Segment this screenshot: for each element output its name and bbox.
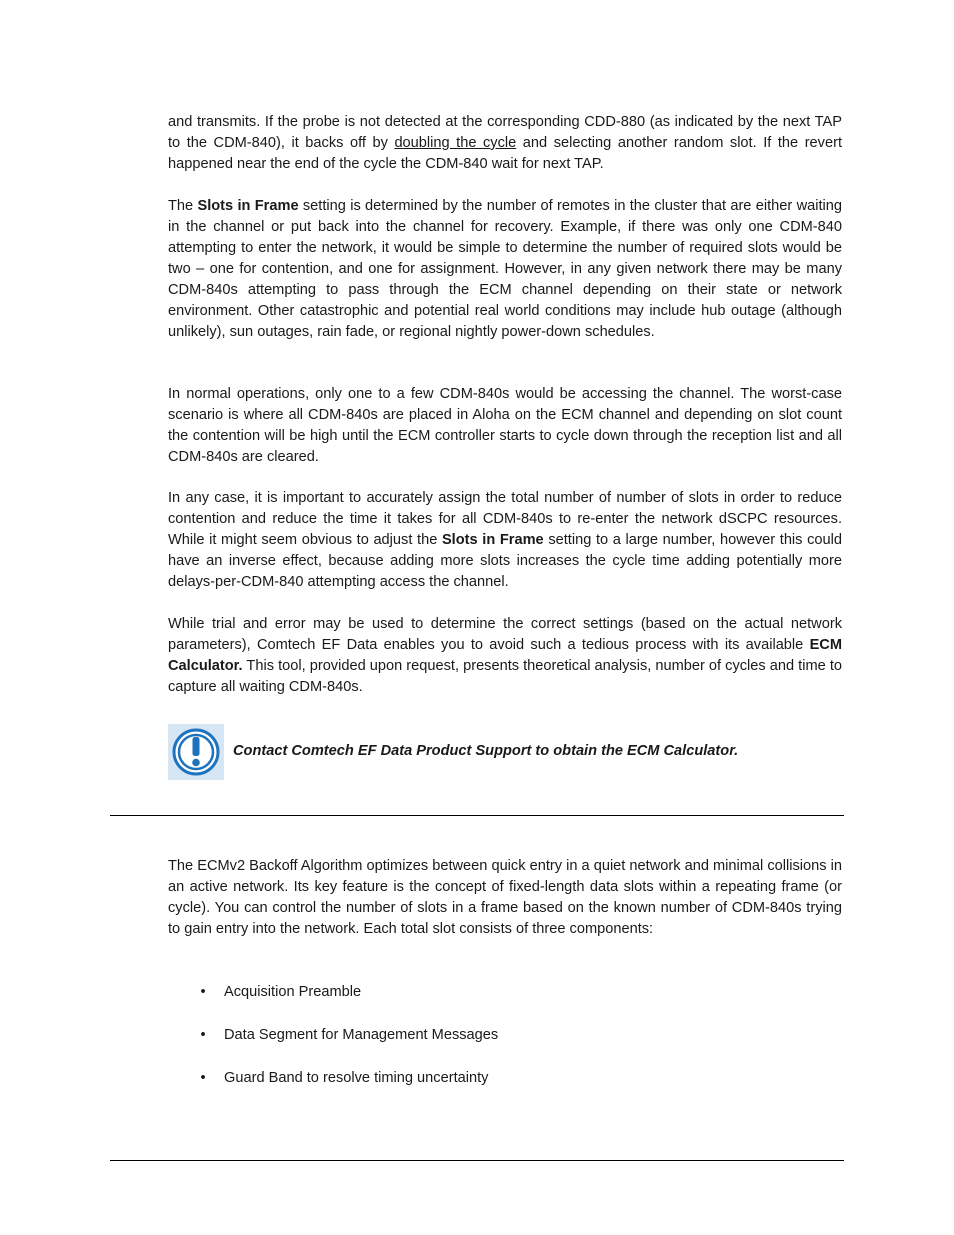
footer-divider (110, 1160, 844, 1161)
paragraph-slots-in-frame: The Slots in Frame setting is determined by the number of remotes in the cluster that are either waiting in the channel or put back into the channel for recovery. Example, if there was only one CDM-840 attempting to enter the network, it would be simple to determine the number of required slots would be two – one for contention, and one for assignment. However, in any given network there may be many CDM-840s attempting to pass through the ECM channel depending on their state or network environment. Other catastrophic and potential real world conditions may include hub outage (although unlikely), sun outages, rain fade, or regional nightly power-down schedules. (168, 198, 842, 340)
ecm-calculator-term: ECM Calculator. (168, 637, 842, 674)
list-item (168, 1068, 842, 1111)
section-divider (110, 815, 844, 816)
bullet-icon: • (200, 1027, 206, 1043)
doubling-the-cycle-link[interactable]: doubling the cycle (394, 135, 517, 151)
bullet-icon: • (200, 1070, 206, 1086)
paragraph-ecm-calculator: While trial and error may be used to determine the correct settings (based on the actual network parameters), Comtech EF Data enables you to avoid such a tedious process with its available ECM Calculator. This tool, provided upon request, presents theoretical analysis, number of cycles and time to capture all waiting CDM-840s. (168, 616, 842, 695)
paragraph-ecmv2-backoff: The ECMv2 Backoff Algorithm optimizes between quick entry in a quiet network and minimal collisions in an active network. Its key feature is the concept of fixed-length data slots within a repeating frame (or cycle). You can control the number of slots in a frame based on the known number of CDM-840s trying to gain entry into the network. Each total slot consists of three components: (168, 858, 842, 937)
list-item (168, 982, 842, 1025)
slots-in-frame-term: Slots in Frame (197, 198, 299, 214)
paragraph-backoff-revert: and transmits. If the probe is not detected at the corresponding CDD-880 (as indicated by the next TAP to the CDM-840), it backs off by doubling the cycle and selecting another random slot. If the revert happened near the end of the cycle the CDM-840 wait for next TAP. (168, 114, 842, 172)
note-text: Contact Comtech EF Data Product Support to obtain the ECM Calculator. (233, 743, 739, 759)
paragraph-assign-slots: In any case, it is important to accurately assign the total number of number of slots in order to reduce contention and reduce the time it takes for all CDM-840s to re-enter the network dSCPC resources. While it might seem obvious to adjust the Slots in Frame setting to a large number, however this could have an inverse effect, because adding more slots increases the cycle time adding potentially more delays-per-CDM-840 attempting access the channel. (168, 490, 842, 590)
exclamation-circle-icon (168, 724, 224, 780)
list-item (168, 1025, 842, 1068)
bullet-icon: • (200, 984, 206, 1000)
list-item-text: Data Segment for Management Messages (224, 1027, 499, 1043)
slots-in-frame-term: Slots in Frame (441, 532, 544, 548)
paragraph-normal-operations: In normal operations, only one to a few CDM-840s would be accessing the channel. The worst-case scenario is where all CDM-840s are placed in Aloha on the ECM channel and depending on slot count the contention will be high until the ECM controller starts to cycle down through the reception list and all CDM-840s are cleared. (168, 386, 842, 465)
slot-components-list (168, 982, 842, 1111)
list-item-text: Acquisition Preamble (224, 984, 362, 1000)
list-item-text: Guard Band to resolve timing uncertainty (224, 1070, 489, 1086)
